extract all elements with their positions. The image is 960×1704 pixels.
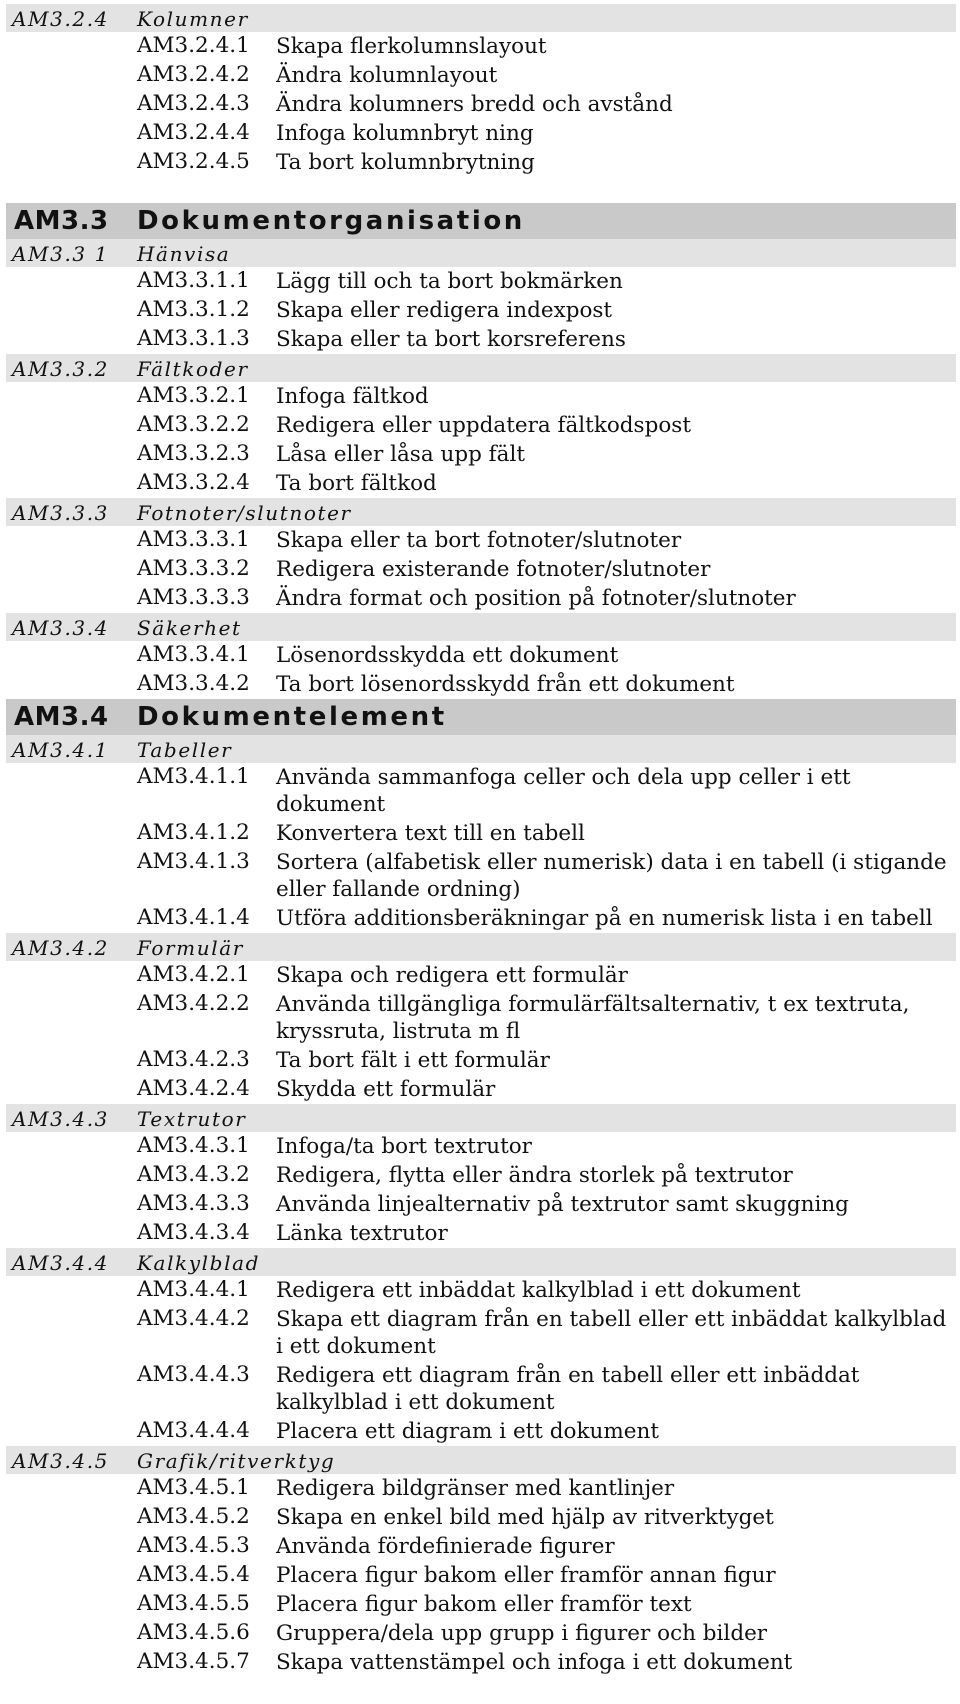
- syllabus-item: [0, 267, 960, 296]
- subsection-code: AM3.4.4: [12, 1251, 110, 1275]
- item-text: Låsa eller låsa upp fält: [276, 442, 525, 467]
- syllabus-item: [0, 1276, 960, 1305]
- item-text: Länka textrutor: [276, 1221, 448, 1246]
- item-code: AM3.3.4.2: [137, 671, 250, 696]
- subsection-code: AM3.3.3: [12, 501, 110, 525]
- item-text: Redigera bildgränser med kantlinjer: [276, 1476, 675, 1501]
- subsection-title: Tabeller: [137, 738, 233, 762]
- item-text: Skapa vattenstämpel och infoga i ett dokument: [276, 1650, 793, 1675]
- item-code: AM3.4.5.7: [137, 1649, 250, 1674]
- syllabus-item: [0, 763, 960, 819]
- item-text: Redigera existerande fotnoter/slutnoter: [276, 557, 711, 582]
- syllabus-item: [0, 382, 960, 411]
- subsection-title: Grafik/ritverktyg: [137, 1449, 336, 1473]
- item-text: Redigera ett inbäddat kalkylblad i ett dokument: [276, 1278, 801, 1303]
- subsection-heading: [0, 933, 960, 961]
- syllabus-item: [0, 1503, 960, 1532]
- syllabus-item: [0, 848, 960, 904]
- subsection-title: Formulär: [137, 936, 244, 960]
- item-code: AM3.4.3.4: [137, 1220, 250, 1245]
- item-code: AM3.4.1.3: [137, 849, 250, 874]
- item-text: Redigera eller uppdatera fältkodspost: [276, 413, 691, 438]
- item-text: Använda fördefinierade figurer: [276, 1534, 615, 1559]
- syllabus-item: [0, 1190, 960, 1219]
- item-code: AM3.3.2.3: [137, 441, 250, 466]
- subsection-title: Fältkoder: [137, 357, 249, 381]
- subsection-heading: [0, 4, 960, 32]
- syllabus-item: [0, 584, 960, 613]
- syllabus-item: [0, 1075, 960, 1104]
- item-code: AM3.4.1.2: [137, 820, 250, 845]
- subsection-title: Säkerhet: [137, 616, 242, 640]
- item-text: Redigera, flytta eller ändra storlek på textrutor: [276, 1163, 793, 1188]
- item-text: Skydda ett formulär: [276, 1077, 496, 1102]
- syllabus-item: [0, 1474, 960, 1503]
- syllabus-item: [0, 61, 960, 90]
- item-text: Infoga kolumnbryt ning: [276, 121, 534, 146]
- item-code: AM3.4.5.2: [137, 1504, 250, 1529]
- syllabus-item: [0, 148, 960, 177]
- item-text: Skapa och redigera ett formulär: [276, 963, 628, 988]
- syllabus-item: [0, 1046, 960, 1075]
- item-text: Ta bort kolumnbrytning: [276, 150, 535, 175]
- subsection-code: AM3.3.4: [12, 616, 110, 640]
- section-spacer: [0, 177, 960, 203]
- item-code: AM3.3.3.3: [137, 585, 250, 610]
- item-code: AM3.4.4.4: [137, 1418, 250, 1443]
- syllabus-item: [0, 440, 960, 469]
- subsection-heading: [0, 735, 960, 763]
- item-code: AM3.4.5.5: [137, 1591, 250, 1616]
- subsection-title: Kalkylblad: [137, 1251, 261, 1275]
- syllabus-item: [0, 670, 960, 699]
- syllabus-item: [0, 990, 960, 1046]
- item-text: Ta bort lösenordsskydd från ett dokument: [276, 672, 735, 697]
- syllabus-item: [0, 119, 960, 148]
- item-code: AM3.4.2.1: [137, 962, 250, 987]
- subsection-heading: [0, 1104, 960, 1132]
- item-text: Sortera (alfabetisk eller numerisk) data i en tabell (i stigande eller fallande ordning): [276, 850, 947, 902]
- syllabus-item: [0, 411, 960, 440]
- syllabus-item: [0, 961, 960, 990]
- syllabus-item: [0, 526, 960, 555]
- item-text: Redigera ett diagram från en tabell eller ett inbäddat kalkylblad i ett dokument: [276, 1363, 860, 1415]
- syllabus-item: [0, 819, 960, 848]
- item-text: Skapa eller ta bort fotnoter/slutnoter: [276, 528, 682, 553]
- section-code: AM3.3: [14, 206, 109, 236]
- syllabus-item: [0, 904, 960, 933]
- item-code: AM3.4.5.3: [137, 1533, 250, 1558]
- item-code: AM3.2.4.3: [137, 91, 250, 116]
- item-code: AM3.4.2.3: [137, 1047, 250, 1072]
- subsection-heading: [0, 354, 960, 382]
- item-text: Skapa en enkel bild med hjälp av ritverktyget: [276, 1505, 774, 1530]
- item-code: AM3.4.2.2: [137, 991, 250, 1016]
- item-code: AM3.3.1.3: [137, 326, 250, 351]
- item-text: Lösenordsskydda ett dokument: [276, 643, 619, 668]
- section-title: Dokumentorganisation: [137, 206, 525, 236]
- item-code: AM3.2.4.5: [137, 149, 250, 174]
- item-code: AM3.4.5.6: [137, 1620, 250, 1645]
- syllabus-item: [0, 1417, 960, 1446]
- item-text: Placera figur bakom eller framför annan figur: [276, 1563, 776, 1588]
- item-text: Gruppera/dela upp grupp i figurer och bilder: [276, 1621, 768, 1646]
- syllabus-item: [0, 90, 960, 119]
- syllabus-item: [0, 1648, 960, 1677]
- item-text: Skapa eller redigera indexpost: [276, 298, 613, 323]
- item-text: Skapa ett diagram från en tabell eller ett inbäddat kalkylblad i ett dokument: [276, 1307, 947, 1359]
- subsection-heading: [0, 498, 960, 526]
- subsection-heading: [0, 1248, 960, 1276]
- item-code: AM3.2.4.1: [137, 33, 250, 58]
- item-code: AM3.3.1.1: [137, 268, 250, 293]
- item-text: Konvertera text till en tabell: [276, 821, 585, 846]
- item-text: Infoga/ta bort textrutor: [276, 1134, 532, 1159]
- syllabus-item: [0, 1219, 960, 1248]
- item-text: Ändra format och position på fotnoter/slutnoter: [276, 586, 796, 611]
- item-code: AM3.2.4.4: [137, 120, 250, 145]
- item-text: Använda linjealternativ på textrutor samt skuggning: [276, 1192, 849, 1217]
- item-code: AM3.4.4.2: [137, 1306, 250, 1331]
- item-code: AM3.4.3.3: [137, 1191, 250, 1216]
- subsection-code: AM3.3 1: [12, 242, 110, 266]
- item-code: AM3.4.1.1: [137, 764, 250, 789]
- subsection-code: AM3.2.4: [12, 7, 110, 31]
- item-code: AM3.4.5.4: [137, 1562, 250, 1587]
- syllabus-item: [0, 1361, 960, 1417]
- item-text: Infoga fältkod: [276, 384, 429, 409]
- section-title: Dokumentelement: [137, 702, 447, 732]
- item-code: AM3.4.5.1: [137, 1475, 250, 1500]
- subsection-code: AM3.4.1: [12, 738, 110, 762]
- subsection-heading: [0, 613, 960, 641]
- syllabus-item: [0, 1305, 960, 1361]
- subsection-title: Fotnoter/slutnoter: [137, 501, 352, 525]
- syllabus-item: [0, 296, 960, 325]
- syllabus-item: [0, 469, 960, 498]
- subsection-code: AM3.4.5: [12, 1449, 110, 1473]
- item-text: Skapa flerkolumnslayout: [276, 34, 547, 59]
- syllabus-item: [0, 555, 960, 584]
- syllabus-item: [0, 1132, 960, 1161]
- syllabus-item: [0, 1532, 960, 1561]
- item-text: Placera figur bakom eller framför text: [276, 1592, 692, 1617]
- subsection-title: Hänvisa: [137, 242, 231, 266]
- item-text: Placera ett diagram i ett dokument: [276, 1419, 659, 1444]
- item-code: AM3.3.1.2: [137, 297, 250, 322]
- item-code: AM3.4.4.3: [137, 1362, 250, 1387]
- item-code: AM3.4.4.1: [137, 1277, 250, 1302]
- item-text: Skapa eller ta bort korsreferens: [276, 327, 626, 352]
- item-code: AM3.2.4.2: [137, 62, 250, 87]
- subsection-title: Kolumner: [137, 7, 249, 31]
- subsection-code: AM3.3.2: [12, 357, 110, 381]
- section-heading: [0, 699, 960, 735]
- item-text: Använda sammanfoga celler och dela upp celler i ett dokument: [276, 765, 851, 817]
- item-code: AM3.3.4.1: [137, 642, 250, 667]
- section-heading: [0, 203, 960, 239]
- subsection-heading: [0, 1446, 960, 1474]
- section-code: AM3.4: [14, 702, 109, 732]
- subsection-code: AM3.4.3: [12, 1107, 110, 1131]
- item-code: AM3.3.3.2: [137, 556, 250, 581]
- item-text: Använda tillgängliga formulärfältsalternativ, t ex textruta, kryssruta, listruta m fl: [276, 992, 910, 1044]
- item-text: Ta bort fält i ett formulär: [276, 1048, 550, 1073]
- item-code: AM3.3.2.1: [137, 383, 250, 408]
- subsection-title: Textrutor: [137, 1107, 247, 1131]
- item-text: Lägg till och ta bort bokmärken: [276, 269, 623, 294]
- syllabus-item: [0, 32, 960, 61]
- subsection-heading: [0, 239, 960, 267]
- item-text: Ändra kolumnlayout: [276, 63, 498, 88]
- item-code: AM3.4.2.4: [137, 1076, 250, 1101]
- item-code: AM3.4.1.4: [137, 905, 250, 930]
- syllabus-item: [0, 1161, 960, 1190]
- item-code: AM3.3.2.4: [137, 470, 250, 495]
- item-code: AM3.4.3.2: [137, 1162, 250, 1187]
- syllabus-item: [0, 1590, 960, 1619]
- item-text: Ta bort fältkod: [276, 471, 437, 496]
- syllabus-item: [0, 1561, 960, 1590]
- syllabus-item: [0, 1619, 960, 1648]
- item-text: Utföra additionsberäkningar på en numerisk lista i en tabell: [276, 906, 933, 931]
- syllabus-item: [0, 325, 960, 354]
- item-code: AM3.4.3.1: [137, 1133, 250, 1158]
- subsection-code: AM3.4.2: [12, 936, 110, 960]
- item-text: Ändra kolumners bredd och avstånd: [276, 92, 673, 117]
- item-code: AM3.3.2.2: [137, 412, 250, 437]
- syllabus-item: [0, 641, 960, 670]
- item-code: AM3.3.3.1: [137, 527, 250, 552]
